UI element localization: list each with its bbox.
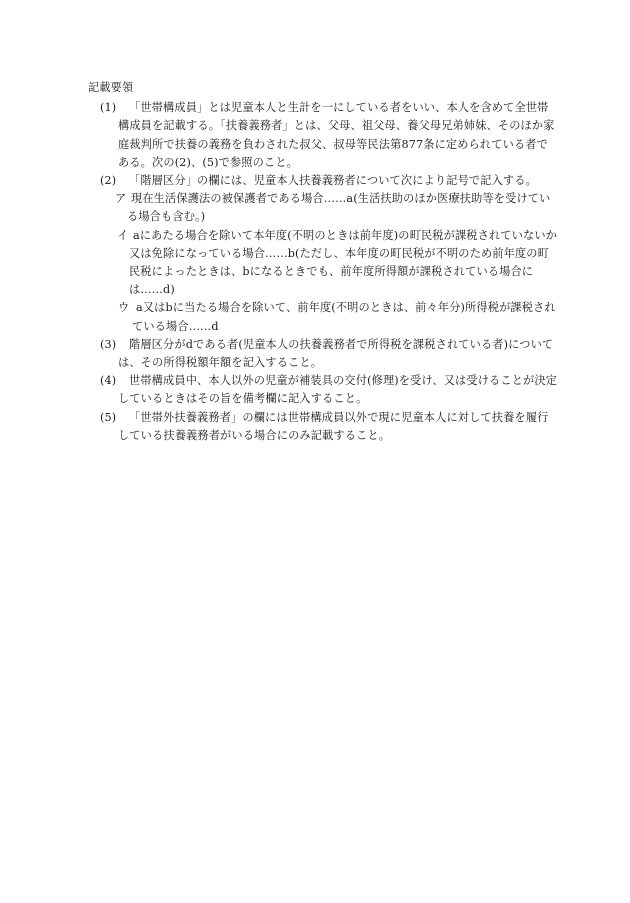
item-3-marker: (3) xyxy=(100,337,117,351)
item-2-text: 「階層区分」の欄には、児童本人扶養義務者について次により記号で記入する。 xyxy=(129,174,537,188)
item-2-a-text: 現在生活保護法の被保護者である場合……a(生活扶助のほか医療扶助等を受けている場合も含む。) xyxy=(127,192,551,224)
item-2-marker: (2) xyxy=(100,174,117,188)
document-body xyxy=(88,79,558,445)
item-1-marker: (1) xyxy=(100,101,117,115)
item-5 xyxy=(88,409,558,445)
item-2-u-text: a又はbに当たる場合を除いて、前年度(不明のときは、前々年分)所得税が課税されている場合……d xyxy=(132,301,556,333)
item-4-text: 世帯構成員中、本人以外の児童が補装具の交付(修理)を受け、又は受けることが決定しているときはその旨を備考欄に記入すること。 xyxy=(118,374,558,406)
item-1 xyxy=(88,99,558,172)
item-3 xyxy=(88,336,558,372)
item-2 xyxy=(88,172,558,190)
item-4-marker: (4) xyxy=(100,374,117,388)
item-2-u xyxy=(88,299,558,335)
item-3-text: 階層区分がdである者(児童本人の扶養義務者で所得税を課税されている者)については、その所得税額年額を記入すること。 xyxy=(118,337,554,370)
item-2-u-marker: ウ xyxy=(118,301,130,315)
item-5-text: 「世帯外扶養義務者」の欄には世帯構成員以外で現に児童本人に対して扶養を履行している扶養義務者がいる場合にのみ記載すること。 xyxy=(118,410,549,442)
item-1-text: 「世帯構成員」とは児童本人と生計を一にしている者をいい、本人を含めて全世帯構成員を記載する。「扶養義務者」とは、父母、祖父母、養父母兄弟姉妹、そのほか家庭裁判所で扶養の義務を負わされた叔父、叔母等民法第877条に定められている者である。次の(2)、(5)で参照のこと。 xyxy=(118,101,555,169)
item-2-a xyxy=(88,190,558,226)
item-4 xyxy=(88,372,558,408)
item-2-a-marker: ア xyxy=(115,192,127,206)
item-2-i-marker: イ xyxy=(117,228,129,242)
item-2-i xyxy=(88,227,558,300)
item-5-marker: (5) xyxy=(100,410,117,424)
item-2-i-text: aにあたる場合を除いて本年度(不明のときは前年度)の町民税が課税されていないか又は免除になっている場合……b(ただし、本年度の町民税が不明のため前年度の町民税によったときは、bになるときでも、前年度所得額が課税されている場合には……d) xyxy=(129,228,558,297)
section-heading: 記載要領 xyxy=(88,81,134,94)
